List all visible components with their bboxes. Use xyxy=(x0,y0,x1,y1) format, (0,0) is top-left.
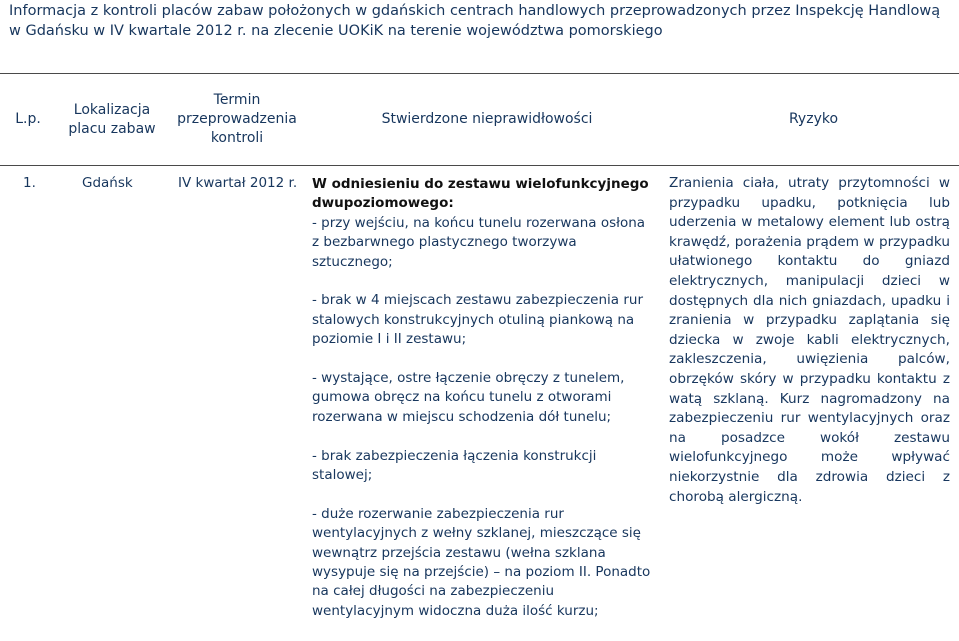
header-location: Lokalizacja placu zabaw xyxy=(68,101,156,137)
irregularity-item: - duże rozerwanie zabezpieczenia rur wentylacyjnych z wełny szklanej, mieszczące się wewnątrz przejścia zestawu (wełna szklana wysypuje się na przejście) – na poziom II. Ponadto na całej długości na zabezpieczeniu wentylacyjnym widoczna duża ilość kurzu; xyxy=(312,505,651,619)
irregularity-item: - przy wejściu, na końcu tunelu rozerwana osłona z bezbarwnego plastycznego tworzywa sztucznego; xyxy=(312,214,646,270)
irregularities-lead: W odniesieniu do zestawu wielofunkcyjnego dwupoziomowego: xyxy=(312,176,649,212)
row-location: Gdańsk xyxy=(82,175,133,191)
irregularity-item: - brak w 4 miejscach zestawu zabezpieczenia rur stalowych konstrukcyjnych otuliną piankową na poziomie I i II zestawu; xyxy=(312,292,644,348)
row-term: IV kwartał 2012 r. xyxy=(178,175,298,191)
irregularity-item: - brak zabezpieczenia łączenia konstrukcji stalowej; xyxy=(312,447,597,484)
irregularities-cell xyxy=(312,175,656,641)
header-irregularities: Stwierdzone nieprawidłowości xyxy=(381,111,593,127)
risk-cell: Zranienia ciała, utraty przytomności w przypadku upadku, potknięcia lub uderzenia w metalowy element lub ostrą krawędź, porażenia prądem w przypadku ułatwionego kontaktu do gniazd elektrycznych, manipulacji dzieci w dostępnych dla nich gniazdach, upadku i zranienia w przypadku zaplątania się dziecka w zwoje kabli elektrycznych, zakleszczenia, uwięzienia palców, obrzęków skóry w przypadku kontaktu z watą szklaną. Kurz nagromadzony na zabezpieczeniu rur wentylacyjnych oraz na posadzce wokół zestawu wielofunkcyjnego może wpływać niekorzystnie dla zdrowia dzieci z chorobą alergiczną. xyxy=(669,175,950,505)
header-risk: Ryzyko xyxy=(788,111,839,127)
row-lp: 1. xyxy=(23,175,36,191)
irregularity-item: - wystające, ostre łączenie obręczy z tunelem, gumowa obręcz na końcu tunelu z otworami rozerwana w miejscu schodzenia dół tunelu; xyxy=(312,370,625,425)
document-title: Informacja z kontroli placów zabaw położonych w gdańskich centrach handlowych przeprowadzonych przez Inspekcję Handlową w Gdańsku w IV kwartale 2012 r. na zlecenie UOKiK na terenie województwa pomorskiego xyxy=(9,3,941,39)
inspection-table xyxy=(0,73,959,619)
header-term: Termin przeprowadzenia kontroli xyxy=(177,92,297,146)
table-row xyxy=(0,166,959,619)
table-header-row xyxy=(0,74,959,166)
header-lp: L.p. xyxy=(15,111,41,127)
